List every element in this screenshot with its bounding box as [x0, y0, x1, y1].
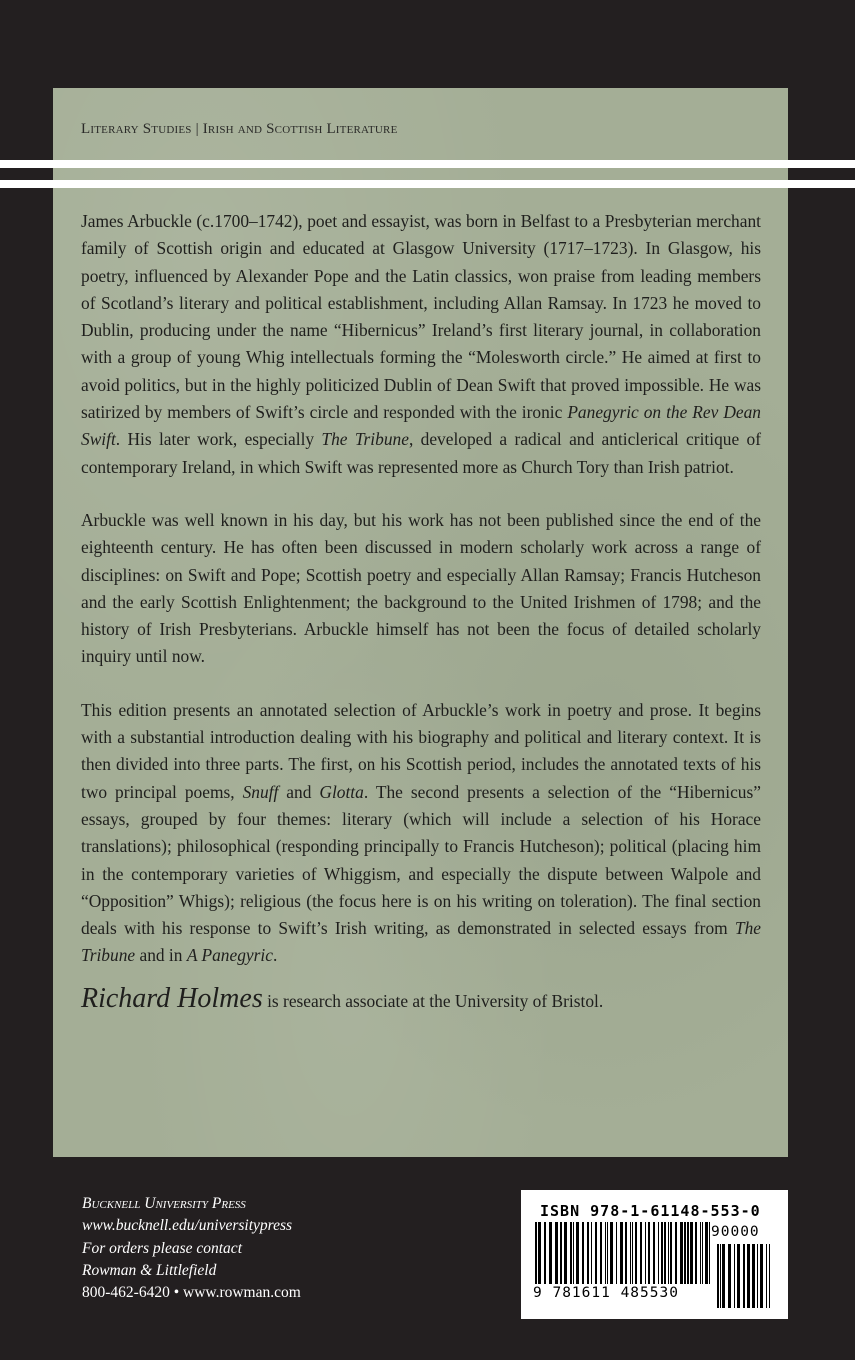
barcode-bar [670, 1222, 672, 1284]
barcode-bar [734, 1244, 735, 1308]
orders-note: For orders please contact [82, 1239, 242, 1257]
barcode-bar [728, 1244, 731, 1308]
barcode-bar [695, 1222, 697, 1284]
barcode-bar [709, 1222, 710, 1284]
barcode-bar [595, 1222, 597, 1284]
barcode-bar [625, 1222, 627, 1284]
author-bio [81, 984, 761, 1016]
barcode-bar [690, 1222, 693, 1284]
barcode-bar [591, 1222, 592, 1284]
barcode-bar [752, 1244, 755, 1308]
barcode-bar [648, 1222, 650, 1284]
publisher-url[interactable]: www.bucknell.edu/universitypress [82, 1217, 293, 1235]
text-run: James Arbuckle (c.1700–1742), poet and essayist, was born in Belfast to a Presbyterian merchant family of Scottish origin and educated at Glasgow University (1717–1723). In Glasgow, his poetry, influenced by Alexander Pope and the Latin classics, won praise from leading members of Scotland’s literary and political establishment, including Allan Ramsay. In 1723 he moved to Dublin, producing under the name “Hibernicus” Ireland’s first literary journal, in collaboration with a group of young Whig intellectuals forming the “Molesworth circle.” He aimed at first to avoid politics, but in the highly politicized Dublin of Dean Swift that proved impossible. He was satirized by members of Swift’s circle and responded with the ironic [81, 211, 761, 423]
text-run: . [272, 945, 278, 966]
ean-digits: 9 781611 485530 [533, 1285, 713, 1301]
barcode-bar [573, 1222, 574, 1284]
barcode-bar [700, 1222, 701, 1284]
barcode-bar [653, 1222, 655, 1284]
distributor-name: Rowman & Littlefield [82, 1261, 217, 1279]
text-run: This edition presents an annotated selection of Arbuckle’s work in poetry and prose. It begins with a substantial introduction dealing with his biography and political and literary context. It is then divided into three parts. The first, on his Scottish period, includes the annotated texts of his two principal poems, [81, 699, 761, 802]
barcode-bar [582, 1222, 584, 1284]
text-run: and [278, 781, 320, 802]
barcode-bar [760, 1244, 763, 1308]
barcode-bar [555, 1222, 558, 1284]
barcode-bar [645, 1222, 646, 1284]
barcode-bar [640, 1222, 642, 1284]
barcode-bar [717, 1244, 719, 1308]
barcode-bar [587, 1222, 589, 1284]
back-cover-panel [53, 88, 788, 1157]
barcode-bar [560, 1222, 562, 1284]
italic-title: A Panegyric [186, 945, 273, 966]
barcode-bar [620, 1222, 623, 1284]
italic-title: The Tribune [321, 429, 409, 450]
description-paragraph [81, 697, 761, 970]
text-run: Arbuckle was well known in his day, but his work has not been published since the end of the eighteenth century. He has often been discussed in modern scholarly work across a range of disciplines: on Swift and Pope; Scottish poetry and especially Allan Ramsay; Francis Hutcheson and the early Scottish Enlightenment; the background to the United Irishmen of 1798; and the history of Irish Presbyterians. Arbuckle himself has not been the focus of detailed scholarly inquiry until now. [81, 509, 761, 667]
barcode-bar [564, 1222, 567, 1284]
barcode-bar [664, 1222, 666, 1284]
barcode-bar [684, 1222, 686, 1284]
barcode-bar [576, 1222, 579, 1284]
stripe-upper [0, 160, 855, 168]
barcode-bar [610, 1222, 613, 1284]
addon-price-code: 90000 [711, 1224, 760, 1240]
barcode-bar [600, 1222, 602, 1284]
text-run: . The second presents a selection of the “Hibernicus” essays, grouped by four themes: literary (which will include a selection of his Horace translations); philosophical (responding principally to Francis Hutcheson); political (placing him in the contemporary varieties of Whiggism, and especially the dispute between Walpole and “Opposition” Whigs); religious (the focus here is on his writing on toleration). The final section deals with his response to Swift’s Irish writing, as demonstrated in selected essays from [81, 781, 761, 939]
italic-title: The Tribune [81, 918, 761, 966]
barcode-bar [668, 1222, 669, 1284]
barcode-bar [538, 1222, 541, 1284]
stripe-lower [0, 180, 855, 188]
barcode-bar [675, 1222, 677, 1284]
barcode-bar [722, 1244, 725, 1308]
barcode-bar [630, 1222, 631, 1284]
text-run: . His later work, especially [115, 429, 322, 450]
author-name: Richard Holmes [81, 982, 263, 1014]
description-paragraph [81, 208, 761, 481]
publisher-info [82, 1193, 301, 1304]
publisher-name: Bucknell University Press [82, 1195, 246, 1212]
barcode-bar [766, 1244, 767, 1308]
barcode-bar [570, 1222, 572, 1284]
barcode-bar [607, 1222, 608, 1284]
barcode-bar [705, 1222, 708, 1284]
category-label: Literary Studies | Irish and Scottish Literature [81, 121, 398, 137]
barcode-bar [605, 1222, 606, 1284]
barcode-bar [658, 1222, 659, 1284]
text-run: , developed a radical and anticlerical critique of contemporary Ireland, in which Swift was represented more as Church Tory than Irish patriot. [81, 429, 761, 477]
description-text [81, 208, 761, 1016]
barcode-bar [737, 1244, 740, 1308]
barcode-bar [616, 1222, 617, 1284]
barcode-bar [702, 1222, 703, 1284]
barcode-bar [635, 1222, 637, 1284]
barcode-bar [661, 1222, 663, 1284]
text-run: and in [135, 945, 187, 966]
barcode-bar [549, 1222, 552, 1284]
barcode-bar [544, 1222, 546, 1284]
description-paragraph [81, 507, 761, 671]
barcode-bar [769, 1244, 770, 1308]
barcode-bar [747, 1244, 750, 1308]
barcode-bar [680, 1222, 683, 1284]
italic-title: Glotta [319, 781, 364, 802]
italic-title: Snuff [242, 781, 279, 802]
barcode-bar [720, 1244, 721, 1308]
barcode-bar [632, 1222, 633, 1284]
barcode-bar [535, 1222, 537, 1284]
barcode-bar [687, 1222, 689, 1284]
italic-title: Panegyric on the Rev Dean Swift [81, 402, 761, 450]
isbn-number: ISBN 978-1-61148-553-0 [540, 1202, 761, 1220]
addon-barcode-bars [715, 1244, 775, 1308]
distributor-contact: 800-462-6420 • www.rowman.com [82, 1284, 301, 1302]
barcode-bar [757, 1244, 758, 1308]
isbn-barcode [521, 1190, 788, 1319]
author-bio-text: is research associate at the University of Bristol. [267, 990, 604, 1011]
barcode-bar [743, 1244, 745, 1308]
